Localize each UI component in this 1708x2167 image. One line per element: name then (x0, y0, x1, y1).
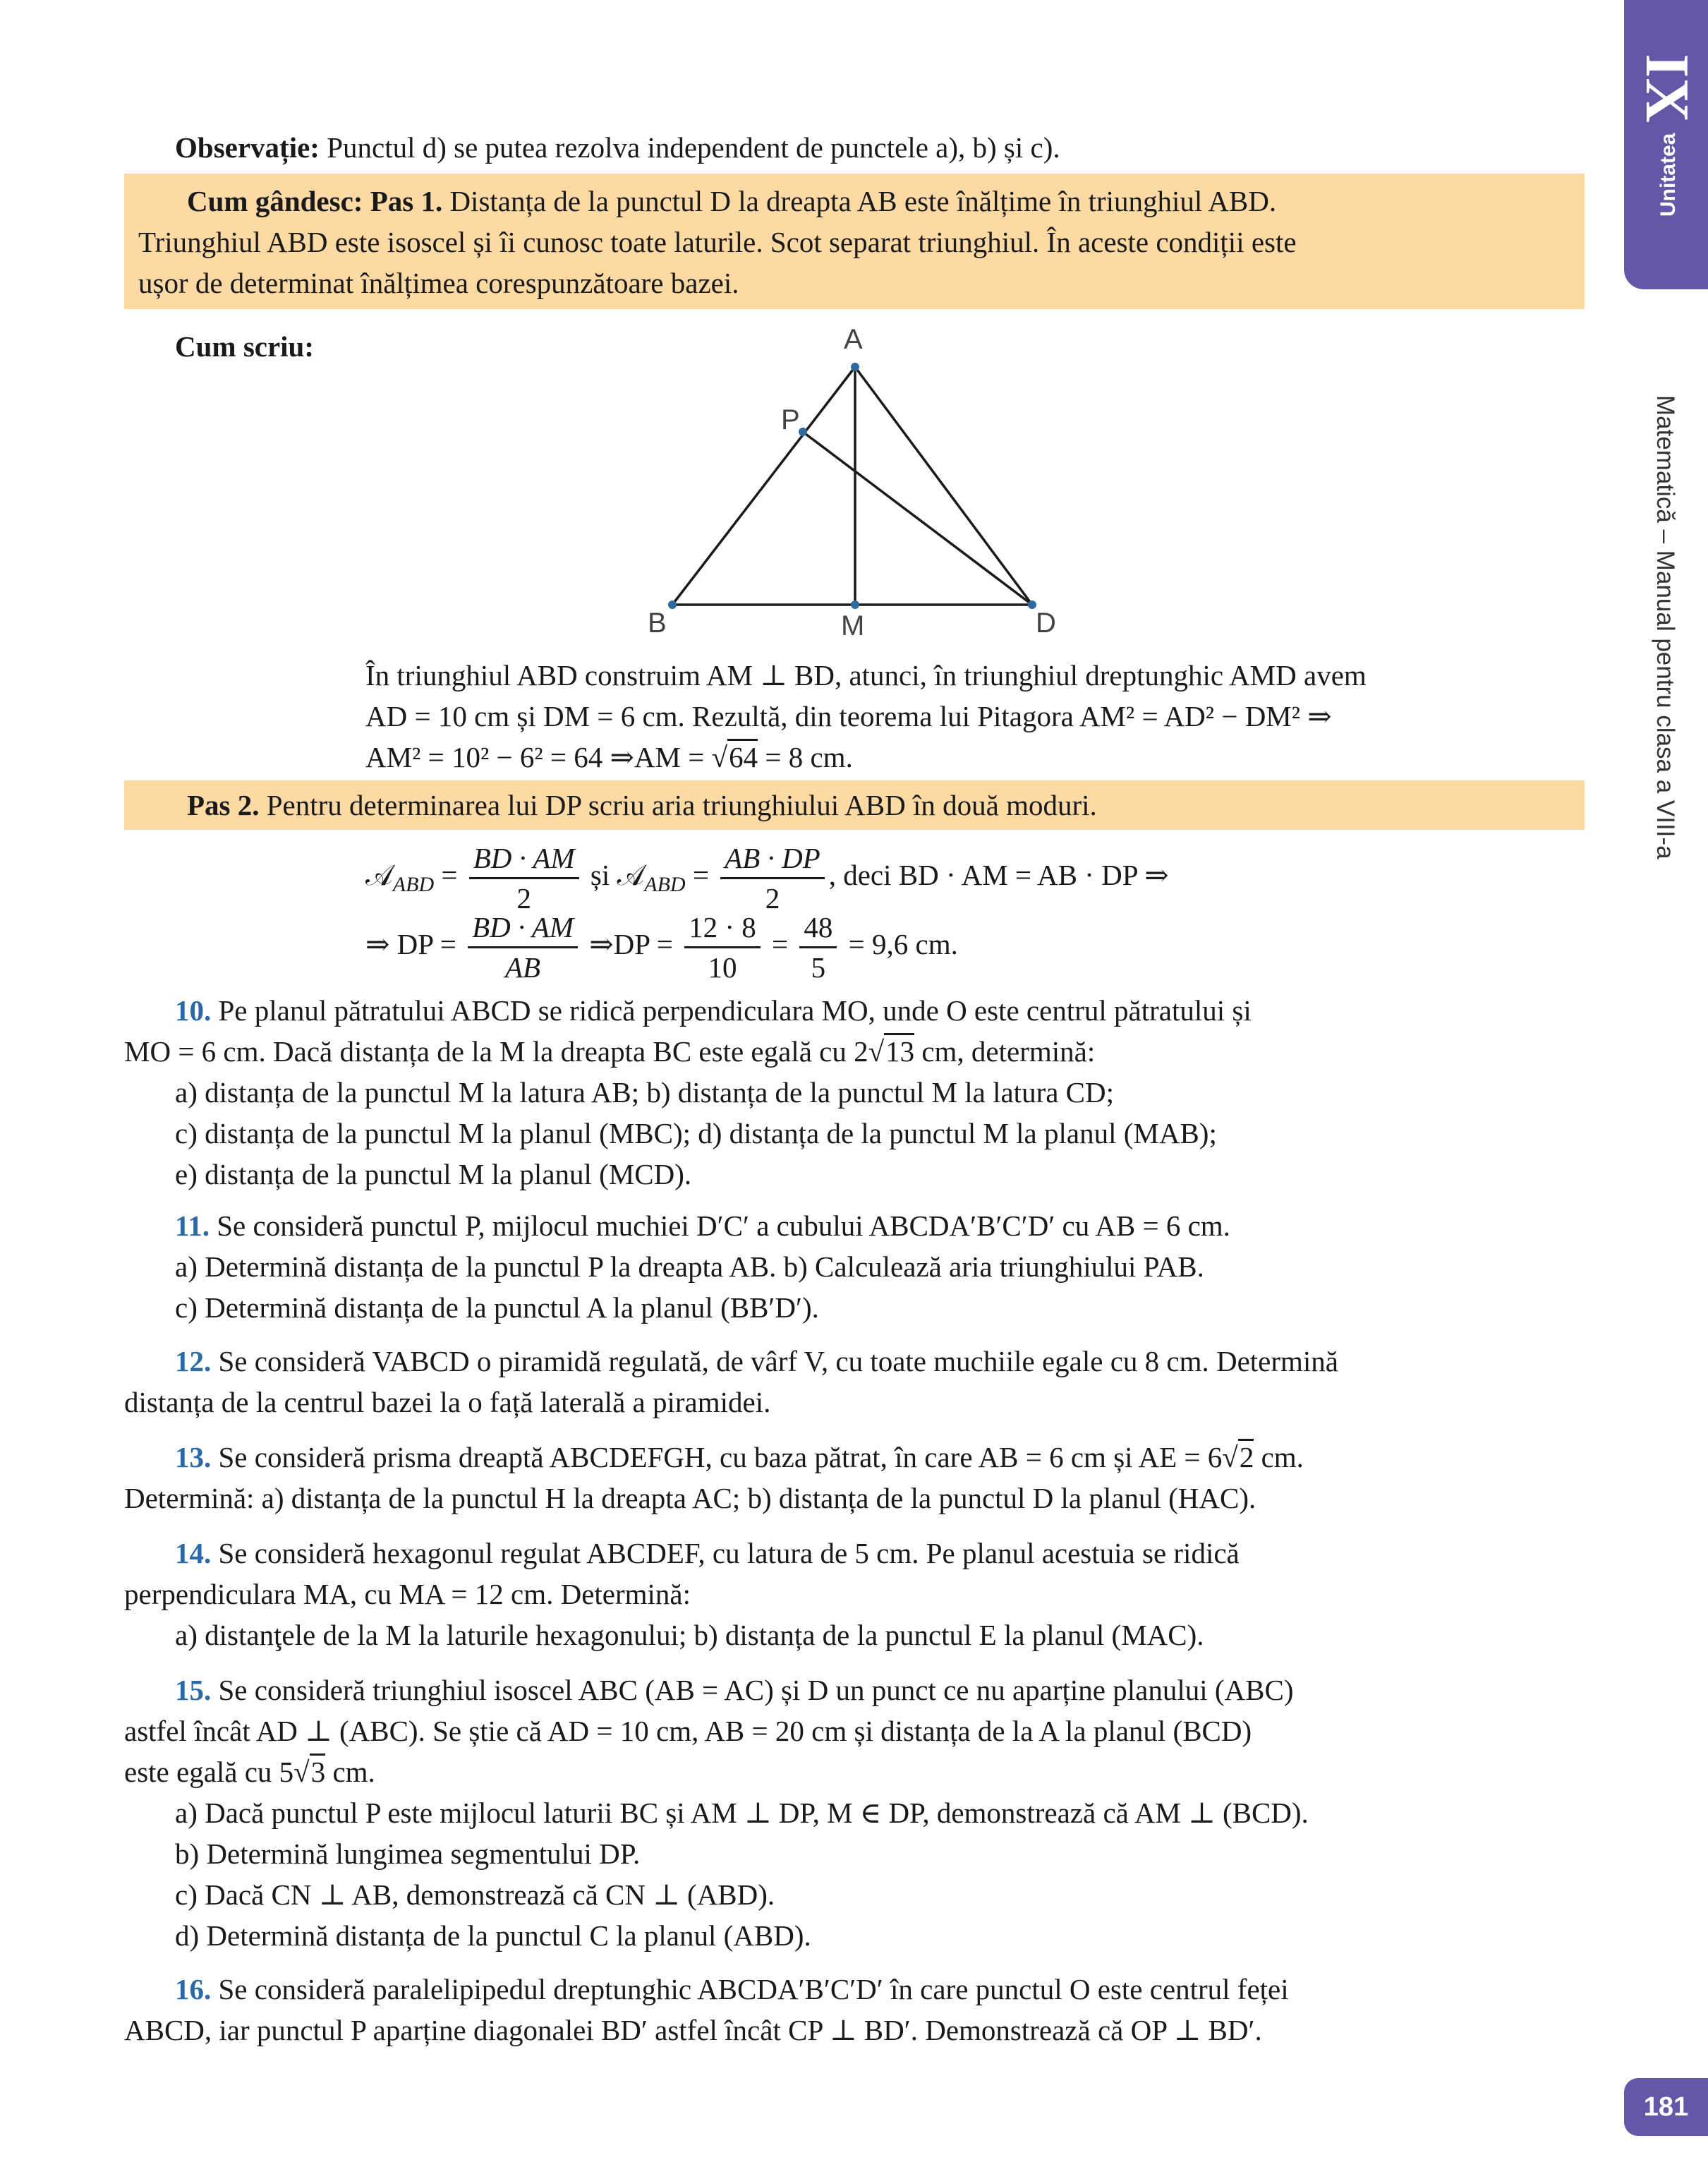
problem-15-line-5: b) Determină lungimea segmentului DP. (175, 1837, 641, 1870)
problem-10-number: 10. (175, 994, 212, 1027)
problem-16-line-2: ABCD, iar punctul P aparține diagonalei BD′ astfel încât CP ⊥ BD′. Demonstrează că OP ⊥ BD′. (124, 2014, 1262, 2046)
sqrt-2: 2 (1238, 1439, 1254, 1473)
problem-10-line-2 (124, 1031, 1095, 1072)
problem-12-number: 12. (175, 1345, 212, 1377)
problem-10-line-4: c) distanța de la punctul M la planul (MBC); d) distanța de la punctul M la planul (MAB); (175, 1117, 1217, 1149)
formula-tail-1: , deci BD · AM = AB · DP ⇒ (828, 859, 1169, 891)
step2-text: Pentru determinarea lui DP scriu aria triunghiului ABD în două moduri. (266, 789, 1097, 821)
problem-13-text-1c: cm. (1254, 1441, 1304, 1473)
observation (175, 127, 1060, 168)
problem-16-line-1 (175, 1969, 1289, 2010)
problem-14-number: 14. (175, 1537, 212, 1569)
solution-line-3c: = 8 cm. (758, 741, 853, 773)
problem-13-line-1 (175, 1437, 1304, 1478)
problem-10-text-1: Pe planul pătratului ABCD se ridică perpendiculara MO, unde O este centrul pătratului și (218, 994, 1252, 1027)
point-b (668, 600, 677, 609)
label-b: B (648, 608, 667, 639)
problem-15-line-1 (175, 1670, 1293, 1710)
observation-label: Observație: (175, 131, 320, 164)
frac1-num: BD · AM (469, 839, 579, 879)
unit-label: Unitatea (1656, 133, 1680, 217)
think-line-3: ușor de determinat înălțimea corespunzătoare bazei. (138, 267, 739, 299)
problem-16-number: 16. (175, 1973, 212, 2005)
segment-ad (855, 367, 1032, 605)
segment-ab (672, 367, 855, 605)
problem-15-text-3a: este egală cu 5√ (124, 1756, 310, 1788)
problem-15-line-7: d) Determină distanța de la punctul C la planul (ABD). (175, 1919, 811, 1952)
solution-line-3 (365, 737, 853, 778)
problem-11-text-1: Se consideră punctul P, mijlocul muchiei D′C′ a cubului ABCDA′B′C′D′ cu AB = 6 cm. (217, 1209, 1230, 1242)
think-line-1 (187, 181, 1276, 222)
frac5-den: 5 (811, 951, 826, 984)
frac4-den: 10 (708, 951, 737, 984)
problem-16-text-1: Se consideră paralelipipedul dreptunghic ABCDA′B′C′D′ în care punctul O este centrul feței (218, 1973, 1289, 2005)
label-p: P (781, 404, 800, 435)
point-p (799, 428, 807, 436)
think-step: Pas 1. (370, 185, 443, 217)
area-symbol: 𝒜 (365, 859, 393, 891)
and-word: și (590, 859, 610, 891)
frac3-num: BD · AM (468, 908, 578, 948)
solution-line-1: În triunghiul ABD construim AM ⊥ BD, atunci, în triunghiul dreptunghic AMD avem (365, 659, 1367, 692)
frac1-den: 2 (516, 882, 531, 915)
book-title: Matematică – Manual pentru clasa a VIII-a (1652, 395, 1679, 859)
formula-mid-2: ⇒DP = (589, 928, 673, 960)
formula-tail-2: = 9,6 cm. (848, 928, 958, 960)
problem-12-line-2: distanța de la centrul bazei la o față laterală a piramidei. (124, 1386, 771, 1418)
fraction-12-8-10 (684, 908, 761, 986)
problem-13-line-2: Determină: a) distanța de la punctul H la dreapta AC; b) distanța de la punctul D la planul (HAC). (124, 1482, 1256, 1514)
problem-15-line-4: a) Dacă punctul P este mijlocul laturii BC și AM ⊥ DP, M ∈ DP, demonstrează că AM ⊥ (BCD). (175, 1797, 1309, 1829)
formula-lead-2: ⇒ DP = (365, 928, 456, 960)
problem-12-line-1 (175, 1341, 1338, 1382)
problem-14-line-1 (175, 1533, 1240, 1574)
problem-14-text-1: Se consideră hexagonul regulat ABCDEF, cu latura de 5 cm. Pe planul acestuia se ridică (218, 1537, 1240, 1569)
step2-label: Pas 2. (187, 789, 260, 821)
problem-11-line-1 (175, 1205, 1230, 1246)
fraction-48-5 (799, 908, 837, 986)
area-subscript: ABD (392, 873, 435, 897)
area-symbol-2: 𝒜 (617, 859, 645, 891)
problem-13-number: 13. (175, 1441, 212, 1473)
problem-10-text-2a: MO = 6 cm. Dacă distanța de la M la dreapta BC este egală cu 2√ (124, 1035, 885, 1068)
solution-line-2: AD = 10 cm și DM = 6 cm. Rezultă, din teorema lui Pitagora AM² = AD² − DM² ⇒ (365, 700, 1332, 732)
problem-15-text-3c: cm. (325, 1756, 375, 1788)
step2-line (187, 785, 1097, 826)
problem-10-line-1 (175, 990, 1252, 1031)
problem-11-line-3: c) Determină distanța de la punctul A la planul (BB′D′). (175, 1291, 819, 1324)
think-line-2: Triunghiul ABD este isoscel și îi cunosc toate laturile. Scot separat triunghiul. În aceste condiții este (138, 226, 1297, 258)
problem-11-line-2: a) Determină distanța de la punctul P la dreapta AB. b) Calculează aria triunghiului PAB. (175, 1250, 1204, 1283)
point-a (851, 363, 859, 371)
segment-dp (803, 432, 1032, 605)
write-label: Cum scriu: (175, 330, 315, 363)
problem-15-number: 15. (175, 1674, 212, 1706)
problem-11-number: 11. (175, 1209, 210, 1242)
sqrt-64: 64 (727, 739, 758, 773)
frac2-num: AB · DP (720, 839, 825, 879)
problem-15-line-6: c) Dacă CN ⊥ AB, demonstrează că CN ⊥ (ABD). (175, 1878, 775, 1911)
problem-14-line-2: perpendiculara MA, cu MA = 12 cm. Determină: (124, 1578, 691, 1610)
problem-12-text-1: Se consideră VABCD o piramidă regulată, de vârf V, cu toate muchiile egale cu 8 cm. Determină (218, 1345, 1339, 1377)
frac2-den: 2 (765, 882, 780, 915)
area-subscript-2: ABD (644, 873, 686, 897)
problem-15-line-2: astfel încât AD ⊥ (ABC). Se știe că AD = 10 cm, AB = 20 cm și distanța de la A la planul (BCD) (124, 1715, 1252, 1747)
page-number: 181 (1624, 2078, 1708, 2136)
unit-roman-numeral: IX (1633, 54, 1701, 123)
problem-13-text-1a: Se consideră prisma dreaptă ABCDEFGH, cu baza pătrat, în care AB = 6 cm și AE = 6√ (218, 1441, 1238, 1473)
label-a: A (844, 325, 863, 355)
frac4-num: 12 · 8 (684, 908, 761, 948)
solution-line-3a: AM² = 10² − 6² = 64 ⇒AM = √ (365, 741, 728, 773)
think-label: Cum gândesc: (187, 185, 363, 217)
label-m: M (841, 610, 865, 641)
label-d: D (1036, 608, 1056, 639)
sqrt-13: 13 (884, 1033, 914, 1068)
frac5-num: 48 (799, 908, 837, 948)
think-text-1: Distanța de la punctul D la dreapta AB este înălțime în triunghiul ABD. (449, 185, 1277, 217)
problem-10-text-2c: cm, determină: (914, 1035, 1096, 1068)
fraction-bd-am-ab (468, 908, 578, 986)
problem-10-line-3: a) distanța de la punctul M la latura AB; b) distanța de la punctul M la latura CD; (175, 1076, 1115, 1109)
observation-text: Punctul d) se putea rezolva independent de punctele a), b) și c). (327, 131, 1060, 164)
triangle-figure (621, 325, 1086, 649)
frac3-den: AB (505, 951, 541, 984)
problem-10-line-5: e) distanța de la punctul M la planul (MCD). (175, 1158, 692, 1190)
sqrt-3: 3 (310, 1753, 326, 1788)
problem-14-line-3: a) distanţele de la M la laturile hexagonului; b) distanța de la punctul E la planul (MAC). (175, 1619, 1204, 1651)
problem-15-line-3 (124, 1751, 375, 1792)
formula-line-2: ⇒ DP = $\frac{BD \cdot AM}{AB}$ ⇒DP = $\frac{12 \cdot 8}{10}$ = $\frac{48}{5}$ = 9,6 cm. (365, 906, 958, 986)
point-m (851, 600, 859, 609)
formula-line-1: 𝒜$_{ABD}$ = $\frac{BD \cdot AM}{2}$ și 𝒜$_{ABD}$ = $\frac{AB \cdot DP}{2}$ , deci BD · AM = AB · DP ⇒ (365, 837, 1169, 923)
problem-15-text-1: Se consideră triunghiul isoscel ABC (AB = AC) și D un punct ce nu aparține planului (ABC) (218, 1674, 1294, 1706)
